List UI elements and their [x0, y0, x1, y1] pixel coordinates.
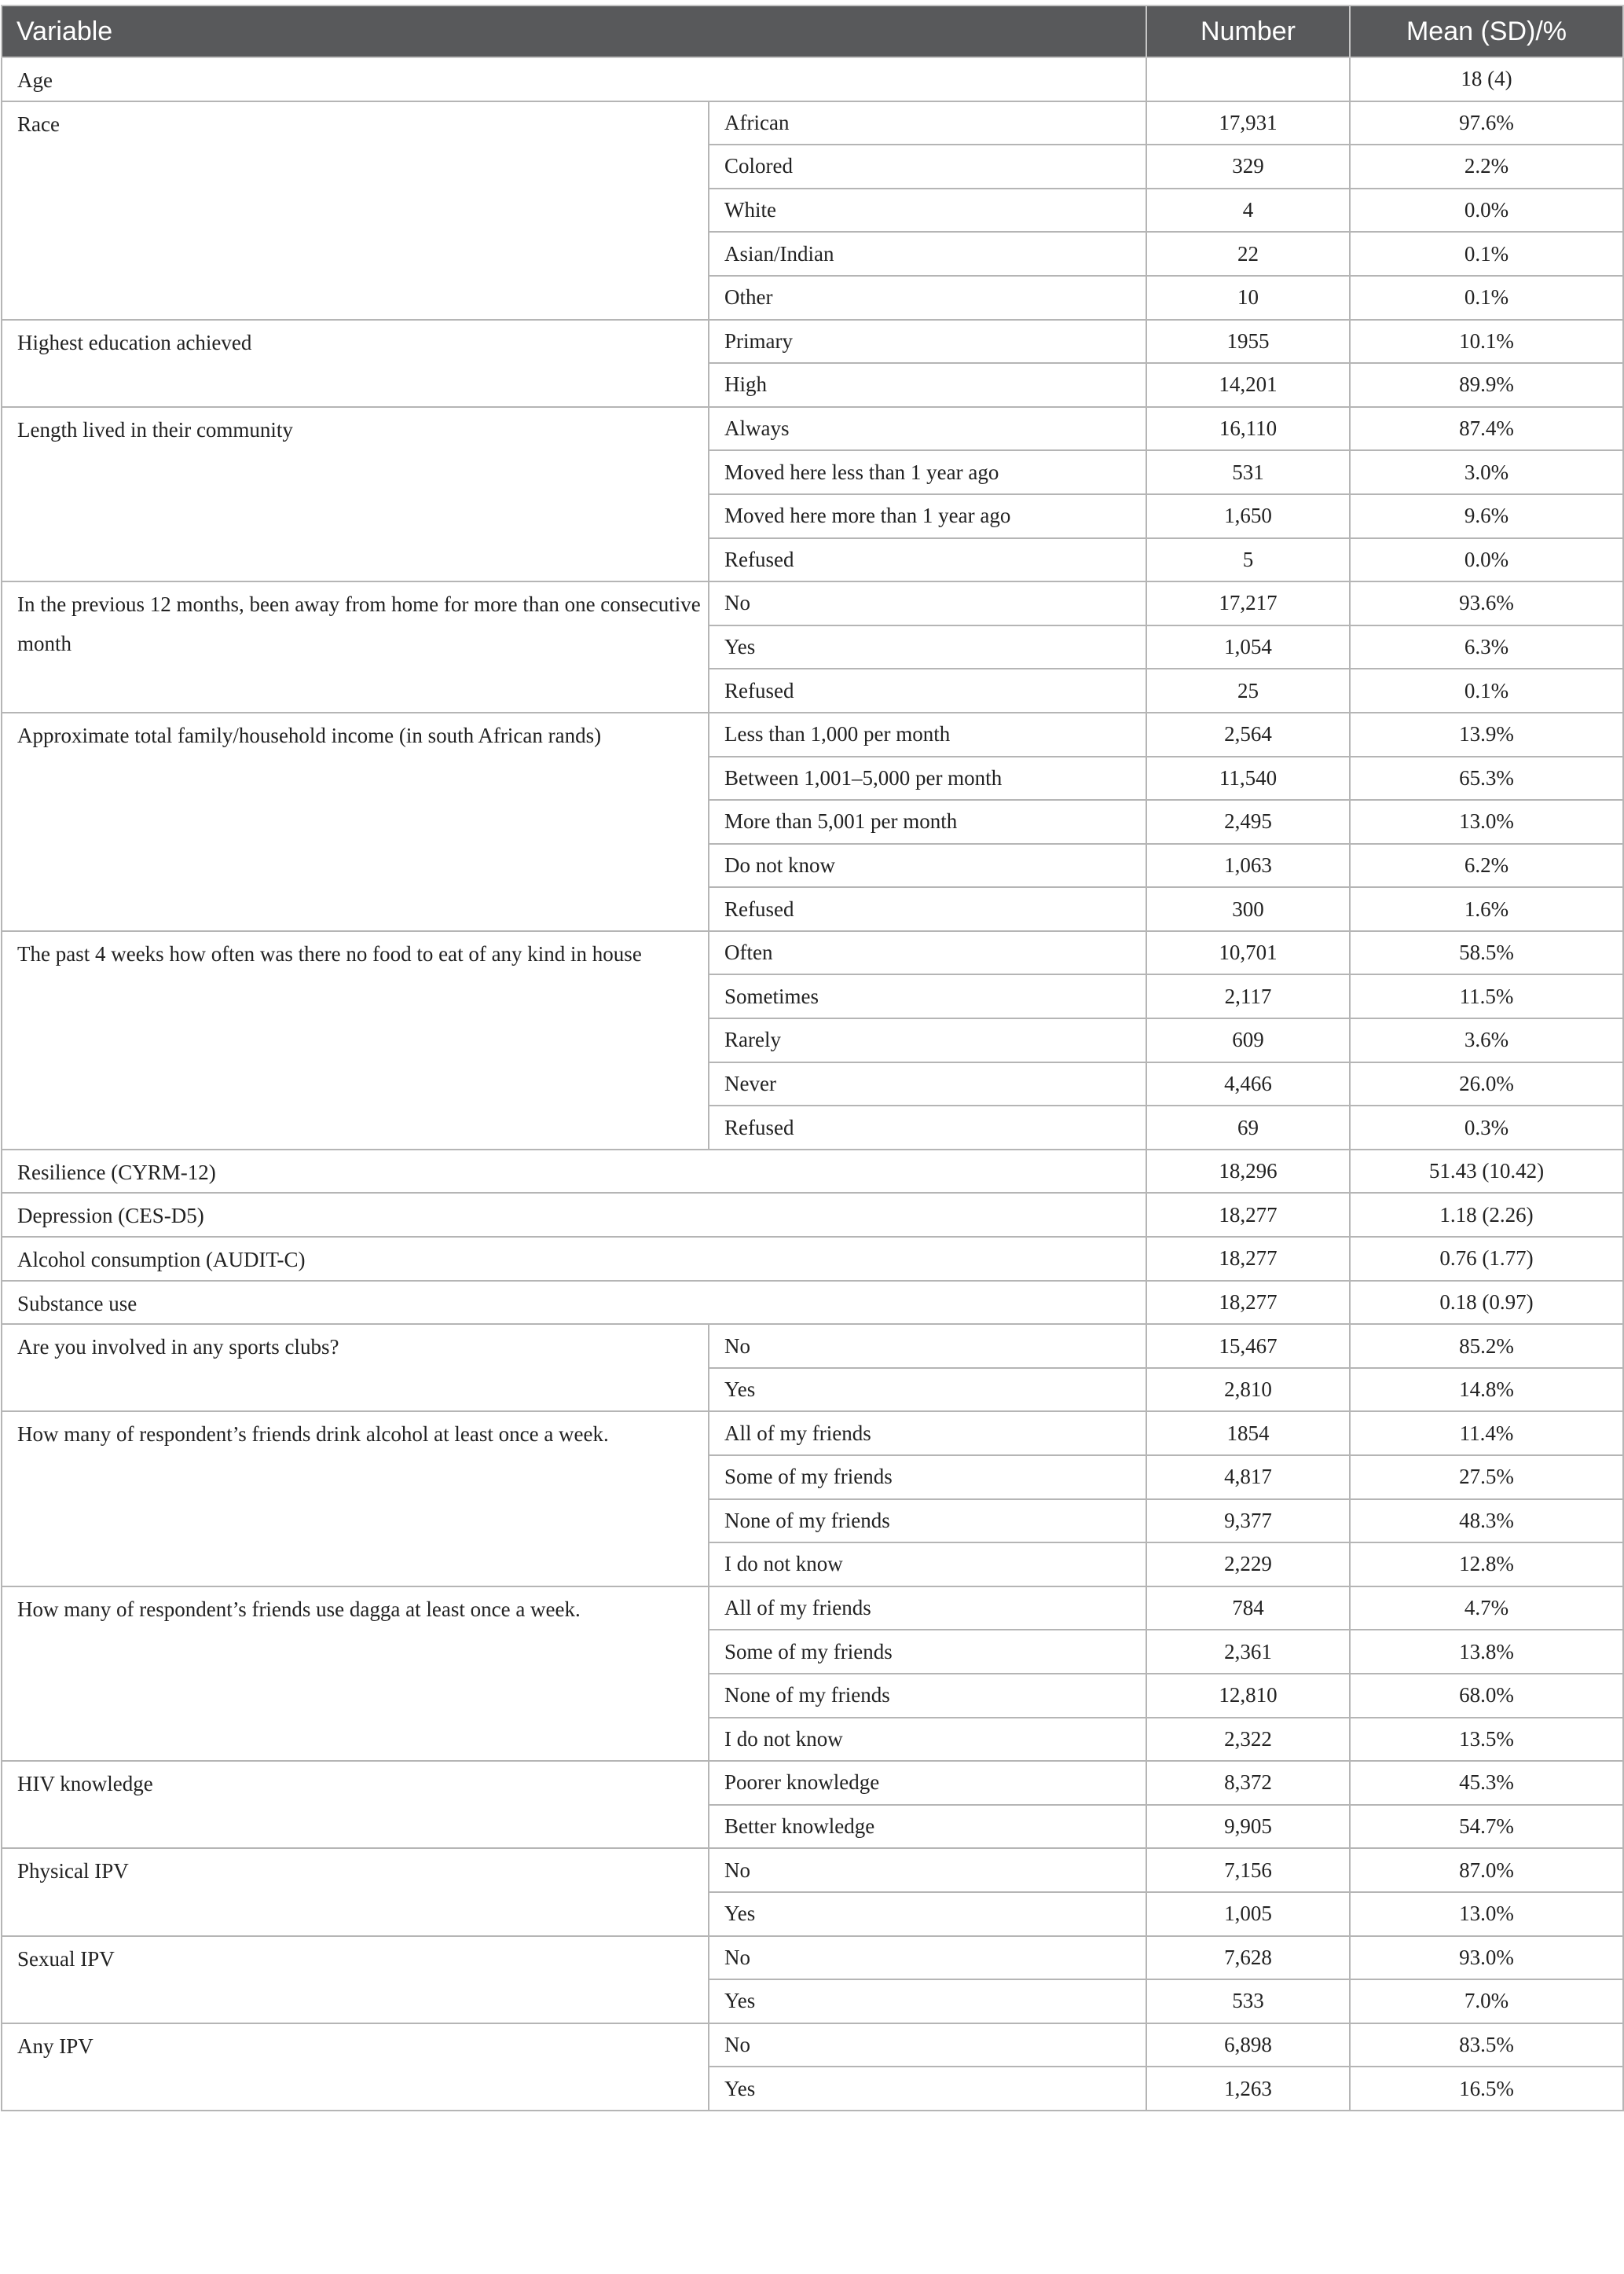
number-cell: 7,628	[1146, 1936, 1350, 1980]
mean-pct-cell: 13.9%	[1350, 713, 1623, 757]
category-cell: Often	[709, 931, 1146, 975]
number-cell	[1146, 57, 1350, 101]
table-row	[2, 1237, 1623, 1281]
table-header	[2, 6, 1623, 57]
variable-cell: Resilience (CYRM-12)	[2, 1150, 1146, 1194]
category-cell: Moved here less than 1 year ago	[709, 450, 1146, 494]
number-cell: 2,495	[1146, 800, 1350, 844]
category-cell: Some of my friends	[709, 1630, 1146, 1674]
category-cell: Sometimes	[709, 974, 1146, 1018]
number-cell: 11,540	[1146, 757, 1350, 801]
number-cell: 69	[1146, 1106, 1350, 1150]
category-cell: All of my friends	[709, 1586, 1146, 1630]
mean-pct-cell: 0.3%	[1350, 1106, 1623, 1150]
mean-pct-cell: 3.0%	[1350, 450, 1623, 494]
table-row	[2, 581, 1623, 625]
table-row	[2, 931, 1623, 975]
category-cell: No	[709, 1324, 1146, 1368]
number-cell: 533	[1146, 1979, 1350, 2023]
mean-pct-cell: 93.6%	[1350, 581, 1623, 625]
mean-pct-cell: 65.3%	[1350, 757, 1623, 801]
number-cell: 9,377	[1146, 1499, 1350, 1543]
number-cell: 4	[1146, 189, 1350, 233]
number-cell: 2,361	[1146, 1630, 1350, 1674]
category-cell: Better knowledge	[709, 1805, 1146, 1849]
mean-pct-cell: 10.1%	[1350, 320, 1623, 364]
table-row	[2, 1761, 1623, 1805]
number-cell: 6,898	[1146, 2023, 1350, 2067]
number-cell: 8,372	[1146, 1761, 1350, 1805]
mean-pct-cell: 6.3%	[1350, 625, 1623, 669]
mean-pct-cell: 83.5%	[1350, 2023, 1623, 2067]
variable-cell: How many of respondent’s friends drink alcohol at least once a week.	[2, 1411, 709, 1586]
mean-pct-cell: 97.6%	[1350, 101, 1623, 145]
table-row	[2, 407, 1623, 451]
category-cell: Less than 1,000 per month	[709, 713, 1146, 757]
number-cell: 2,229	[1146, 1542, 1350, 1586]
mean-pct-cell: 0.0%	[1350, 538, 1623, 582]
number-cell: 17,217	[1146, 581, 1350, 625]
mean-pct-cell: 27.5%	[1350, 1455, 1623, 1499]
category-cell: High	[709, 363, 1146, 407]
number-cell: 784	[1146, 1586, 1350, 1630]
variable-cell: Length lived in their community	[2, 407, 709, 581]
category-cell: Refused	[709, 538, 1146, 582]
mean-pct-cell: 89.9%	[1350, 363, 1623, 407]
category-cell: Yes	[709, 1892, 1146, 1936]
category-cell: None of my friends	[709, 1674, 1146, 1718]
number-cell: 10,701	[1146, 931, 1350, 975]
table-row	[2, 1936, 1623, 1980]
category-cell: All of my friends	[709, 1411, 1146, 1455]
number-cell: 7,156	[1146, 1848, 1350, 1892]
number-cell: 1,054	[1146, 625, 1350, 669]
number-cell: 17,931	[1146, 101, 1350, 145]
mean-pct-cell: 4.7%	[1350, 1586, 1623, 1630]
mean-pct-cell: 87.0%	[1350, 1848, 1623, 1892]
variable-cell: Age	[2, 57, 1146, 101]
mean-pct-cell: 6.2%	[1350, 844, 1623, 888]
header-row	[2, 6, 1623, 57]
category-cell: No	[709, 1848, 1146, 1892]
header-variable: Variable	[2, 6, 1146, 57]
mean-pct-cell: 18 (4)	[1350, 57, 1623, 101]
category-cell: Refused	[709, 1106, 1146, 1150]
number-cell: 531	[1146, 450, 1350, 494]
table-row	[2, 1193, 1623, 1237]
number-cell: 329	[1146, 145, 1350, 189]
mean-pct-cell: 1.6%	[1350, 887, 1623, 931]
number-cell: 300	[1146, 887, 1350, 931]
number-cell: 4,817	[1146, 1455, 1350, 1499]
number-cell: 609	[1146, 1018, 1350, 1062]
number-cell: 2,322	[1146, 1718, 1350, 1762]
category-cell: Poorer knowledge	[709, 1761, 1146, 1805]
table-row	[2, 713, 1623, 757]
mean-pct-cell: 85.2%	[1350, 1324, 1623, 1368]
number-cell: 16,110	[1146, 407, 1350, 451]
variable-cell: Substance use	[2, 1281, 1146, 1325]
table-row	[2, 57, 1623, 101]
category-cell: Asian/Indian	[709, 232, 1146, 276]
mean-pct-cell: 68.0%	[1350, 1674, 1623, 1718]
mean-pct-cell: 11.4%	[1350, 1411, 1623, 1455]
category-cell: I do not know	[709, 1718, 1146, 1762]
number-cell: 2,117	[1146, 974, 1350, 1018]
number-cell: 14,201	[1146, 363, 1350, 407]
mean-pct-cell: 51.43 (10.42)	[1350, 1150, 1623, 1194]
category-cell: Refused	[709, 887, 1146, 931]
variable-cell: Approximate total family/household income (in south African rands)	[2, 713, 709, 931]
header-mean-sd-pct: Mean (SD)/%	[1350, 6, 1623, 57]
number-cell: 1,263	[1146, 2067, 1350, 2111]
variable-cell: Depression (CES-D5)	[2, 1193, 1146, 1237]
category-cell: Yes	[709, 625, 1146, 669]
mean-pct-cell: 93.0%	[1350, 1936, 1623, 1980]
category-cell: Yes	[709, 2067, 1146, 2111]
category-cell: More than 5,001 per month	[709, 800, 1146, 844]
category-cell: Some of my friends	[709, 1455, 1146, 1499]
mean-pct-cell: 14.8%	[1350, 1368, 1623, 1412]
mean-pct-cell: 0.0%	[1350, 189, 1623, 233]
mean-pct-cell: 58.5%	[1350, 931, 1623, 975]
variable-cell: Highest education achieved	[2, 320, 709, 407]
header-number: Number	[1146, 6, 1350, 57]
table-row	[2, 1411, 1623, 1455]
table-row	[2, 1324, 1623, 1368]
number-cell: 18,277	[1146, 1237, 1350, 1281]
mean-pct-cell: 87.4%	[1350, 407, 1623, 451]
category-cell: Yes	[709, 1979, 1146, 2023]
number-cell: 10	[1146, 276, 1350, 320]
table-body	[2, 57, 1623, 2111]
variable-cell: How many of respondent’s friends use dagga at least once a week.	[2, 1586, 709, 1761]
number-cell: 15,467	[1146, 1324, 1350, 1368]
number-cell: 12,810	[1146, 1674, 1350, 1718]
category-cell: Primary	[709, 320, 1146, 364]
table-row	[2, 1281, 1623, 1325]
number-cell: 1955	[1146, 320, 1350, 364]
number-cell: 1854	[1146, 1411, 1350, 1455]
table-row	[2, 101, 1623, 145]
mean-pct-cell: 13.8%	[1350, 1630, 1623, 1674]
category-cell: Yes	[709, 1368, 1146, 1412]
variable-cell: Any IPV	[2, 2023, 709, 2111]
table-row	[2, 320, 1623, 364]
mean-pct-cell: 45.3%	[1350, 1761, 1623, 1805]
number-cell: 9,905	[1146, 1805, 1350, 1849]
category-cell: Rarely	[709, 1018, 1146, 1062]
category-cell: Always	[709, 407, 1146, 451]
category-cell: White	[709, 189, 1146, 233]
mean-pct-cell: 13.5%	[1350, 1718, 1623, 1762]
variable-cell: In the previous 12 months, been away from home for more than one consecutive month	[2, 581, 709, 713]
mean-pct-cell: 11.5%	[1350, 974, 1623, 1018]
mean-pct-cell: 13.0%	[1350, 1892, 1623, 1936]
table-row	[2, 1848, 1623, 1892]
mean-pct-cell: 3.6%	[1350, 1018, 1623, 1062]
variable-cell: Are you involved in any sports clubs?	[2, 1324, 709, 1411]
category-cell: Never	[709, 1062, 1146, 1106]
mean-pct-cell: 26.0%	[1350, 1062, 1623, 1106]
mean-pct-cell: 1.18 (2.26)	[1350, 1193, 1623, 1237]
number-cell: 1,063	[1146, 844, 1350, 888]
number-cell: 25	[1146, 669, 1350, 713]
number-cell: 1,650	[1146, 494, 1350, 538]
table-row	[2, 1150, 1623, 1194]
category-cell: Colored	[709, 145, 1146, 189]
number-cell: 18,277	[1146, 1281, 1350, 1325]
category-cell: Refused	[709, 669, 1146, 713]
table-row	[2, 1586, 1623, 1630]
characteristics-table	[1, 5, 1624, 2111]
number-cell: 18,296	[1146, 1150, 1350, 1194]
variable-cell: Physical IPV	[2, 1848, 709, 1935]
variable-cell: The past 4 weeks how often was there no food to eat of any kind in house	[2, 931, 709, 1150]
category-cell: No	[709, 581, 1146, 625]
number-cell: 1,005	[1146, 1892, 1350, 1936]
mean-pct-cell: 12.8%	[1350, 1542, 1623, 1586]
category-cell: African	[709, 101, 1146, 145]
mean-pct-cell: 16.5%	[1350, 2067, 1623, 2111]
category-cell: Moved here more than 1 year ago	[709, 494, 1146, 538]
mean-pct-cell: 2.2%	[1350, 145, 1623, 189]
variable-cell: Sexual IPV	[2, 1936, 709, 2023]
number-cell: 2,810	[1146, 1368, 1350, 1412]
variable-cell: Race	[2, 101, 709, 320]
category-cell: No	[709, 1936, 1146, 1980]
variable-cell: Alcohol consumption (AUDIT-C)	[2, 1237, 1146, 1281]
number-cell: 2,564	[1146, 713, 1350, 757]
mean-pct-cell: 0.76 (1.77)	[1350, 1237, 1623, 1281]
mean-pct-cell: 0.18 (0.97)	[1350, 1281, 1623, 1325]
category-cell: I do not know	[709, 1542, 1146, 1586]
category-cell: None of my friends	[709, 1499, 1146, 1543]
mean-pct-cell: 7.0%	[1350, 1979, 1623, 2023]
number-cell: 5	[1146, 538, 1350, 582]
mean-pct-cell: 0.1%	[1350, 669, 1623, 713]
number-cell: 22	[1146, 232, 1350, 276]
mean-pct-cell: 0.1%	[1350, 232, 1623, 276]
number-cell: 18,277	[1146, 1193, 1350, 1237]
mean-pct-cell: 48.3%	[1350, 1499, 1623, 1543]
category-cell: Between 1,001–5,000 per month	[709, 757, 1146, 801]
mean-pct-cell: 13.0%	[1350, 800, 1623, 844]
category-cell: No	[709, 2023, 1146, 2067]
category-cell: Do not know	[709, 844, 1146, 888]
number-cell: 4,466	[1146, 1062, 1350, 1106]
variable-cell: HIV knowledge	[2, 1761, 709, 1848]
mean-pct-cell: 0.1%	[1350, 276, 1623, 320]
table-row	[2, 2023, 1623, 2067]
category-cell: Other	[709, 276, 1146, 320]
mean-pct-cell: 54.7%	[1350, 1805, 1623, 1849]
mean-pct-cell: 9.6%	[1350, 494, 1623, 538]
